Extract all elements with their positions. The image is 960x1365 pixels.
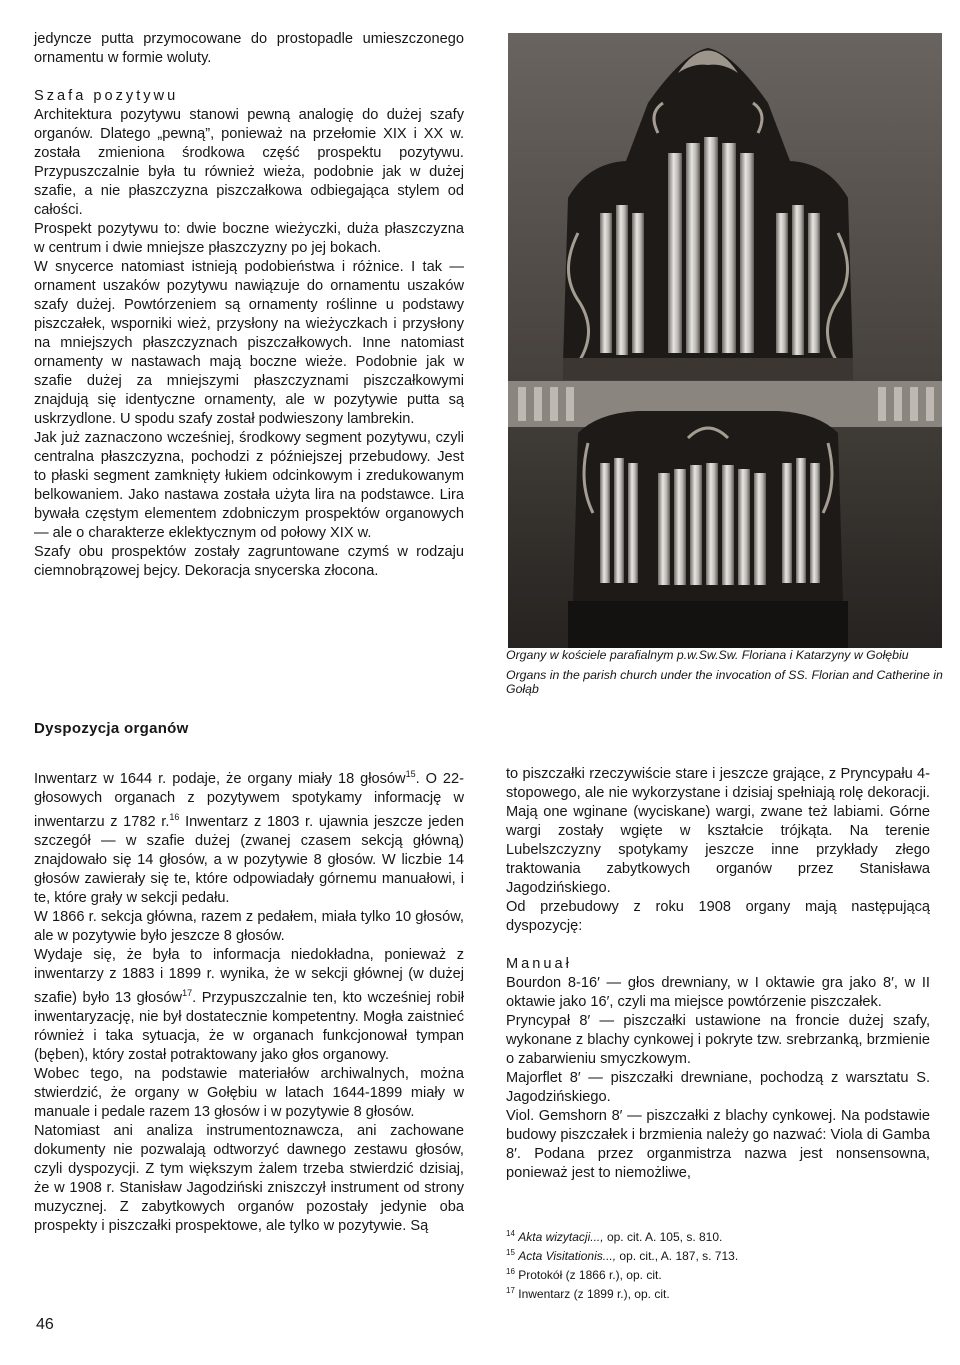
section-heading: Dyspozycja organów bbox=[34, 720, 189, 737]
organ-photo bbox=[508, 33, 942, 648]
footnote-ref: 15 bbox=[405, 769, 416, 779]
paragraph: Natomiast ani analiza instrumentoznawcza, ani zachowane dokumenty nie pozwalają odtworzyć dawnego zestawu głosów, czyli dyspozycji. Z tym większym żalem trzeba stwierdzić dzisiaj, że w 1908 r. Stanisław Jagodziński zniszczył instrument od strony muzycznej. Z zabytkowych organów pozostały jedynie oba prospekty i piszczałki prospektowe, ale tylko w pozytywie. Są bbox=[34, 1122, 464, 1234]
paragraph: Od przebudowy z roku 1908 organy mają następującą dyspozycję: bbox=[506, 899, 930, 934]
footnote-text: op. cit., A. 187, s. 713. bbox=[616, 1249, 739, 1263]
page-number: 46 bbox=[36, 1316, 54, 1333]
text-span: Inwentarz z 1803 r. ujawnia jeszcze jeden szczegół — w szafie dużej (zwanej czasem sekcją główną) znajdowało się 14 głosów, a w pozytywie 8 głosów. W liczbie 14 głosów zawierały się te, które odpowiadały górnemu manuałowi, i te, które grały w sekcji pedału. bbox=[34, 813, 464, 906]
paragraph: Architektura pozytywu stanowi pewną analogię do dużej szafy organów. Dlatego „pewną”, ponieważ na przełomie XIX i XX w. została zmieniona środkowa część prospektu pozytywu. Przypuszczalnie była tu również wieża, podobnie jak w dużej szafie, a nie płaszczyzna piszczałkowa odbiegająca stylem od całości. bbox=[34, 107, 464, 218]
subheading-manual: Manuał bbox=[506, 956, 572, 972]
text-span: . O 22-głosowych organach z pozytywem spotykamy informację w inwentarzu z 1782 r. bbox=[34, 770, 464, 830]
text-span: Wydaje się, że była to informacja niedokładna, ponieważ z inwentarzy z 1883 i 1899 r. wynika, że w sekcji głównej (w dużej szafie) było 13 głosów bbox=[34, 946, 464, 1006]
subheading-szafa-pozytywu: Szafa pozytywu bbox=[34, 88, 179, 104]
photo-caption bbox=[506, 648, 946, 696]
caption-english: Organs in the parish church under the invocation of SS. Florian and Catherine in Gołąb bbox=[506, 668, 943, 696]
paragraph: Szafy obu prospektów zostały zagruntowane czymś w rodzaju ciemnobrązowej bejcy. Dekoracja snycerska złocona. bbox=[34, 544, 464, 579]
paragraph: jedyncze putta przymocowane do prostopadle umieszczonego ornamentu w formie woluty. bbox=[34, 31, 464, 66]
footnote-title: Akta wizytacji..., bbox=[518, 1230, 604, 1244]
paragraph: W snycerce natomiast istnieją podobieństwa i różnice. I tak — ornament uszaków pozytywu nawiązuje do ornamentu uszaków szafy dużej. Powtórzeniem są ornamenty roślinne u podstawy piszczałek, wsporniki wież, przysłony na wieżyczkach i przysłony na mniejszych płaszczyznach piszczałkowych. Inne natomiast ornamenty w nastawach mają boczne wieże. Podobnie jak w szafie dużej za mniejszymi płaszczyznami piszczałkowymi znajdują się identyczne ornamenty, ale w pozytywie putta są uskrzydlone. U spodu szafy został podwieszony lambrekin. bbox=[34, 259, 464, 427]
footnote-number: 16 bbox=[506, 1267, 515, 1276]
paragraph: Viol. Gemshorn 8′ — piszczałki z blachy cynkowej. Na podstawie budowy piszczałek i brzmienia należy go nazwać: Viola di Gamba 8′. Podana przez organmistrza nazwa jest nonsensowna, ponieważ jest to niemożliwe, bbox=[506, 1108, 930, 1181]
footnote-ref: 17 bbox=[182, 987, 193, 998]
footnote-text: Protokół (z 1866 r.), op. cit. bbox=[518, 1268, 662, 1282]
left-column-bottom bbox=[34, 765, 464, 1236]
footnote bbox=[506, 1226, 930, 1245]
paragraph: Pryncypał 8′ — piszczałki ustawione na froncie dużej szafy, wykonane z blachy cynkowej i pokryte tzw. srebrzanką, brzmienie o zabarwieniu smyczkowym. bbox=[506, 1013, 930, 1067]
paragraph: Majorflet 8′ — piszczałki drewniane, pochodzą z warsztatu S. Jagodzińskiego. bbox=[506, 1070, 930, 1105]
footnote-number: 15 bbox=[506, 1248, 515, 1257]
footnote-text: op. cit. A. 105, s. 810. bbox=[603, 1230, 723, 1244]
footnote-ref: 16 bbox=[169, 811, 180, 822]
text-span: Inwentarz w 1644 r. podaje, że organy miały 18 głosów bbox=[34, 770, 406, 787]
footnotes bbox=[506, 1226, 930, 1302]
footnote bbox=[506, 1283, 930, 1302]
text-span: . Przypuszczalnie ten, kto wcześniej robił inwentaryzację, nie był dostatecznie kompetentny. Mogła zaistnieć również i taka sytuacja, że w organach funkcjonował tympan (bęben), który został potraktowany jako głos organowy. bbox=[34, 989, 464, 1063]
paragraph: W 1866 r. sekcja główna, razem z pedałem, miała tylko 10 głosów, ale w pozytywie było jeszcze 8 głosów. bbox=[34, 908, 464, 944]
caption-polish: Organy w kościele parafialnym p.w.Sw.Sw. Floriana i Katarzyny w Gołębiu bbox=[506, 648, 909, 662]
paragraph: Jak już zaznaczono wcześniej, środkowy segment pozytywu, czyli centralna płaszczyzna, pochodzi z późniejszej przebudowy. Jest to płaski segment zamknięty łukiem odcinkowym i zredukowanym belkowaniem. Jako nastawa została użyta lira na podstawce. Lira bywała częstym elementem zdobniczym prospektów organowych — ale o charakterze eklektycznym od połowy XIX w. bbox=[34, 430, 464, 541]
paragraph: Prospekt pozytywu to: dwie boczne wieżyczki, duża płaszczyzna w centrum i dwie mniejsze płaszczyzny po jej bokach. bbox=[34, 221, 464, 256]
footnote bbox=[506, 1264, 930, 1283]
paragraph bbox=[34, 765, 464, 908]
footnote bbox=[506, 1245, 930, 1264]
footnote-title: Acta Visitationis..., bbox=[518, 1249, 617, 1263]
paragraph bbox=[34, 946, 464, 1065]
left-column-top bbox=[34, 30, 464, 581]
paragraph: Bourdon 8-16′ — głos drewniany, w I oktawie gra jako 8′, w II oktawie jako 16′, czyli ma miejsce powtórzenie piszczałek. bbox=[506, 975, 930, 1010]
paragraph: Wobec tego, na podstawie materiałów archiwalnych, można stwierdzić, że organy w Gołębiu w latach 1644-1899 miały w manuale i pedale razem 13 głosów i w pozytywie 8 głosów. bbox=[34, 1065, 464, 1120]
footnote-text: Inwentarz (z 1899 r.), op. cit. bbox=[518, 1287, 670, 1301]
footnote-number: 14 bbox=[506, 1229, 515, 1238]
footnote-number: 17 bbox=[506, 1286, 515, 1295]
right-column-bottom bbox=[506, 765, 930, 1183]
paragraph: to piszczałki rzeczywiście stare i jeszcze grające, z Pryncypału 4-stopowego, ale nie wykorzystane i dzisiaj spełniają rolę dekoracji. Mają one wginane (wyciskane) wargi, zwane też labiami. Górne wargi zostały wgięte w kształcie trójkąta. Na terenie Lubelszczyzny spotykamy jeszcze inne przykłady złego traktowania zabytkowych organów przez Stanisława Jagodzińskiego. bbox=[506, 766, 930, 896]
